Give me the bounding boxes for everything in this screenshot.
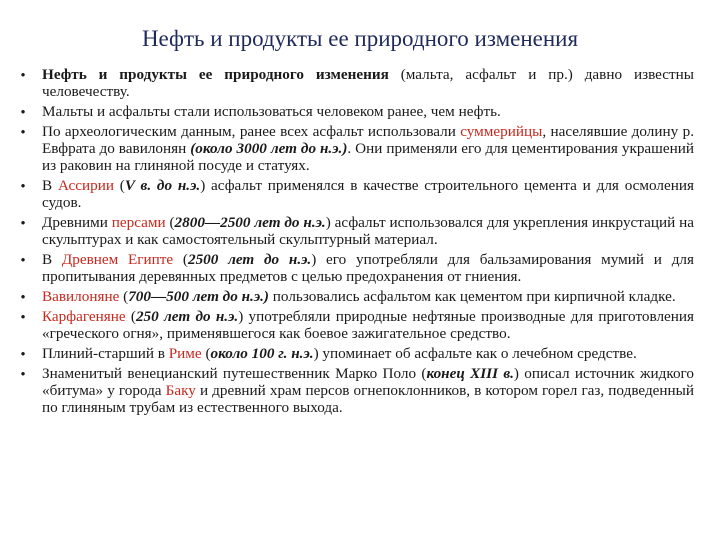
emphasized-text: 700—500 лет до н.э.) (128, 288, 269, 305)
bullet-text: ) описал источник жидкого «битума» у города (42, 365, 694, 399)
bullet-text: ) употребляли природные нефтяные производные для приготовления «греческого огня», применявшегося как боевое зажигательное средство. (42, 308, 695, 342)
bullet-item (18, 103, 694, 120)
bullet-text: ) его употребляли для бальзамирования мумий и для пропитывания деревянных предметов с целью предохранения от гниения. (42, 251, 694, 285)
emphasized-text: конец XIII в. (426, 365, 514, 382)
bullet-item (18, 251, 694, 285)
emphasized-text: (около 3000 лет до н.э.) (190, 140, 348, 157)
emphasized-text: Нефть и продукты ее природного изменения (42, 66, 389, 83)
highlighted-term: Риме (168, 345, 202, 362)
bullet-text: В (42, 177, 58, 194)
bullet-text: ( (114, 177, 125, 194)
bullet-dot-icon: • (20, 178, 26, 193)
highlighted-term: суммерийцы (460, 123, 543, 140)
slide-title: Нефть и продукты ее природного изменения (141, 26, 579, 51)
highlighted-term: Баку (165, 382, 196, 399)
bullet-list (18, 66, 694, 419)
highlighted-term: персами (111, 214, 166, 231)
bullet-text: ( (165, 214, 175, 231)
bullet-dot-icon: • (20, 215, 26, 230)
bullet-text: Плиний-старший в (42, 345, 169, 362)
bullet-text: ( (119, 288, 129, 305)
emphasized-text: 2500 лет до н.э. (187, 251, 312, 268)
bullet-dot-icon: • (20, 124, 26, 139)
bullet-text: ( (201, 345, 211, 362)
bullet-item (18, 123, 694, 174)
bullet-text: (мальта, асфальт и пр.) давно известны человечеству. (42, 66, 694, 100)
bullet-dot-icon: • (20, 309, 26, 324)
bullet-dot-icon: • (20, 346, 26, 361)
bullet-text: Мальты и асфальты стали использоваться человеком ранее, чем нефть. (42, 103, 501, 120)
bullet-item (18, 177, 694, 211)
bullet-dot-icon: • (20, 289, 26, 304)
bullet-text: . Они применяли его для цементирования украшений из раковин на глиняной посуде и статуях. (42, 140, 694, 174)
bullet-text: ) асфальт применялся в качестве строительного цемента и для осмоления судов. (42, 177, 694, 211)
highlighted-term: Ассирии (57, 177, 114, 194)
bullet-text: , населявшие долину р. Евфрата до вавилонян (42, 123, 694, 157)
bullet-text: По археологическим данным, ранее всех асфальт использовали (42, 123, 461, 140)
bullet-item (18, 345, 694, 362)
bullet-dot-icon: • (20, 104, 26, 119)
bullet-text: ) упоминает об асфальте как о лечебном средстве. (313, 345, 637, 362)
highlighted-term: Древнем Египте (61, 251, 174, 268)
bullet-dot-icon: • (20, 252, 26, 267)
emphasized-text: V в. до н.э. (124, 177, 201, 194)
bullet-text: пользовались асфальтом как цементом при кирпичной кладке. (269, 288, 676, 305)
bullet-item (18, 66, 694, 100)
bullet-text: ( (125, 308, 136, 325)
bullet-item (18, 214, 694, 248)
bullet-text: Древними (42, 214, 112, 231)
bullet-text: ) асфальт использовался для укрепления инкрустаций на скульптурах и как самостоятельный скульптурный материал. (42, 214, 694, 248)
emphasized-text: 250 лет до н.э. (135, 308, 239, 325)
highlighted-term: Карфагеняне (42, 308, 126, 325)
highlighted-term: Вавилоняне (42, 288, 120, 305)
emphasized-text: около 100 г. н.э. (210, 345, 314, 362)
bullet-item (18, 365, 694, 416)
bullet-dot-icon: • (20, 366, 26, 381)
bullet-text: Знаменитый венецианский путешественник Марко Поло ( (42, 365, 427, 382)
bullet-dot-icon: • (20, 67, 26, 82)
bullet-text: ( (173, 251, 188, 268)
bullet-text: В (42, 251, 62, 268)
bullet-item (18, 308, 694, 342)
emphasized-text: 2800—2500 лет до н.э. (174, 214, 326, 231)
bullet-item (18, 288, 694, 305)
bullet-text: и древний храм персов огнепоклонников, в котором горел газ, подведенный по глиняным трубам из естественного выхода. (42, 382, 694, 416)
